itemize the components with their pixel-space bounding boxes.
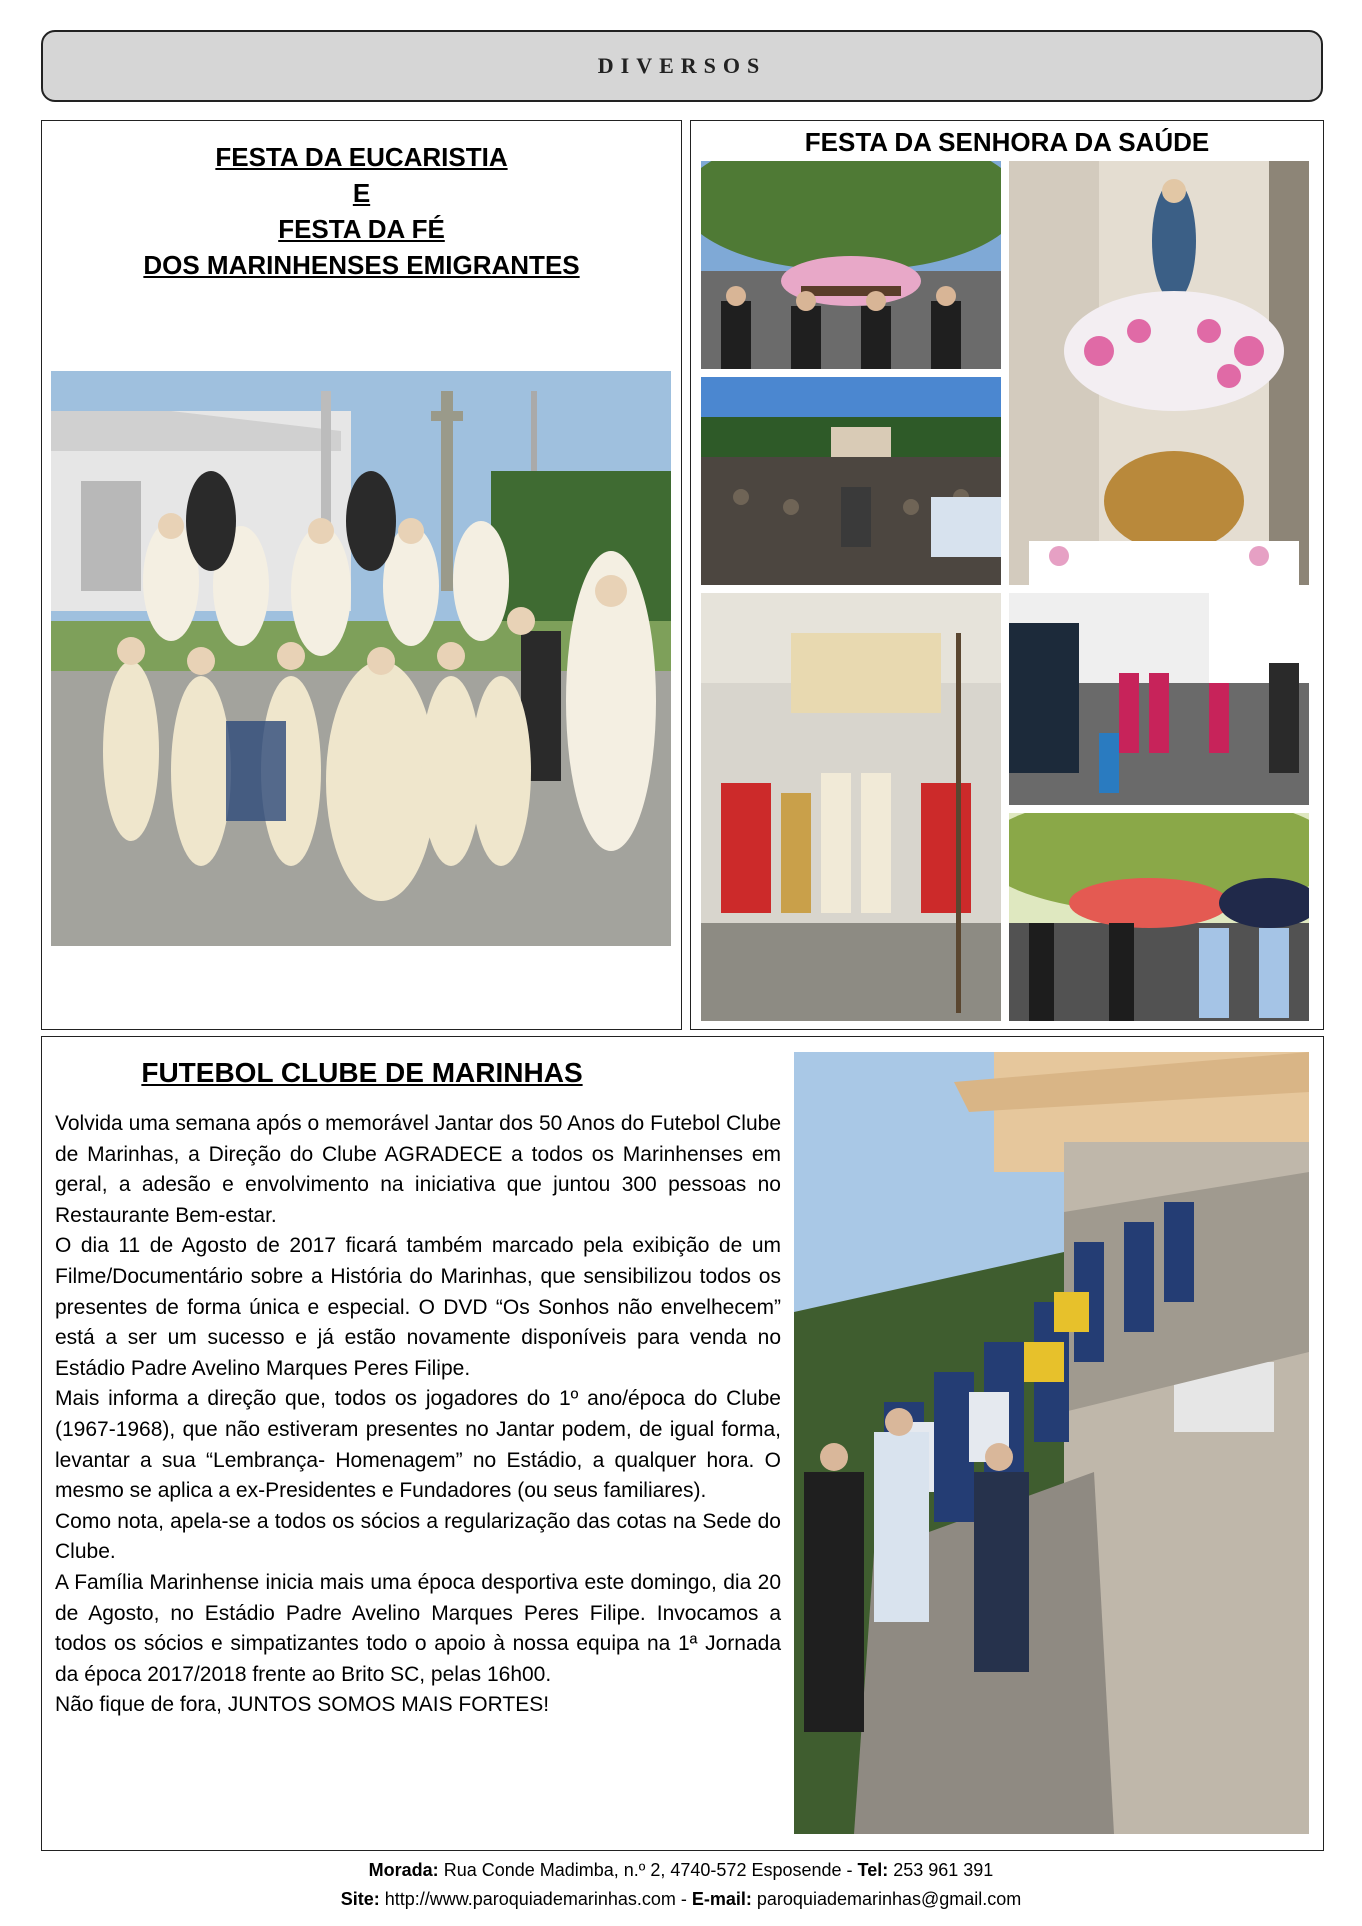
footer-email-label: E-mail: <box>691 1889 752 1909</box>
futebol-title: FUTEBOL CLUBE DE MARINHAS <box>141 1057 583 1088</box>
statue-photo <box>1009 161 1309 585</box>
eucaristia-title-line: E <box>352 178 371 208</box>
footer-site-label: Site: <box>340 1889 380 1909</box>
saude-panel <box>690 120 1324 1030</box>
eucaristia-title-line: DOS MARINHENSES EMIGRANTES <box>143 250 580 280</box>
saude-title: FESTA DA SENHORA DA SAÚDE <box>804 127 1210 157</box>
crowd-photo <box>701 377 1001 585</box>
team-stairs-photo <box>794 1052 1309 1834</box>
article-paragraph: Como nota, apela-se a todos os sócios a regularização das cotas na Sede do Clube. <box>55 1509 781 1564</box>
footer-tel-label: Tel: <box>857 1860 889 1880</box>
futebol-panel <box>41 1036 1324 1851</box>
footer-tel-value: 253 961 391 <box>888 1860 994 1880</box>
eucaristia-title <box>42 139 681 283</box>
section-title: DIVERSOS <box>597 53 767 78</box>
procession-photo-3 <box>1009 813 1309 1021</box>
eucaristia-title-line: FESTA DA FÉ <box>278 214 445 244</box>
procession-photo-2 <box>1009 593 1309 805</box>
article-paragraph: A Família Marinhense inicia mais uma época desportiva este domingo, dia 20 de Agosto, no Estádio Padre Avelino Marques Peres Filipe. Invocamos a todos os sócios e simpatizantes todo o apoio à nossa equipa na 1ª Jornada da época 2017/2018 frente ao Brito SC, pelas 16h00. <box>55 1570 781 1686</box>
footer-morada-value: Rua Conde Madimba, n.º 2, 4740-572 Esposende - <box>438 1860 858 1880</box>
article-paragraph: Não fique de fora, JUNTOS SOMOS MAIS FORTES! <box>55 1693 550 1717</box>
footer-address-line <box>0 1856 1362 1885</box>
eucaristia-panel <box>41 120 682 1030</box>
article-paragraph: O dia 11 de Agosto de 2017 ficará também marcado pela exibição de um Filme/Documentário sobre a História do Marinhas, que sensibilizou todos os presentes de forma única e especial. O DVD “Os Sonhos não envelhecem” está a ser um sucesso e já estão novamente disponíveis para venda no Estádio Padre Avelino Marques Peres Filipe. <box>55 1234 781 1380</box>
footer-morada-label: Morada: <box>368 1860 439 1880</box>
futebol-article <box>55 1109 781 1721</box>
article-paragraph: Volvida uma semana após o memorável Jantar dos 50 Anos do Futebol Clube de Marinhas, a Direção do Clube AGRADECE a todos os Marinhenses em geral, a adesão e envolvimento na iniciativa que juntou 300 pessoas no Restaurante Bem-estar. <box>55 1112 781 1227</box>
ceremony-photo <box>701 593 1001 1021</box>
procession-photo-1 <box>701 161 1001 369</box>
page-footer <box>0 1856 1362 1914</box>
footer-site-value[interactable]: http://www.paroquiademarinhas.com - <box>379 1889 692 1909</box>
article-paragraph: Mais informa a direção que, todos os jogadores do 1º ano/época do Clube (1967-1968), que não estiveram presentes no Jantar podem, de igual forma, levantar a sua “Lembrança- Homenagem” no Estádio, a qualquer hora. O mesmo se aplica a ex-Presidentes e Fundadores (ou seus familiares). <box>55 1387 781 1503</box>
eucaristia-title-line: FESTA DA EUCARISTIA <box>215 142 508 172</box>
footer-email-value[interactable]: paroquiademarinhas@gmail.com <box>751 1889 1022 1909</box>
section-header <box>41 30 1323 102</box>
footer-contact-line <box>0 1885 1362 1914</box>
group-photo-communion <box>51 371 671 946</box>
